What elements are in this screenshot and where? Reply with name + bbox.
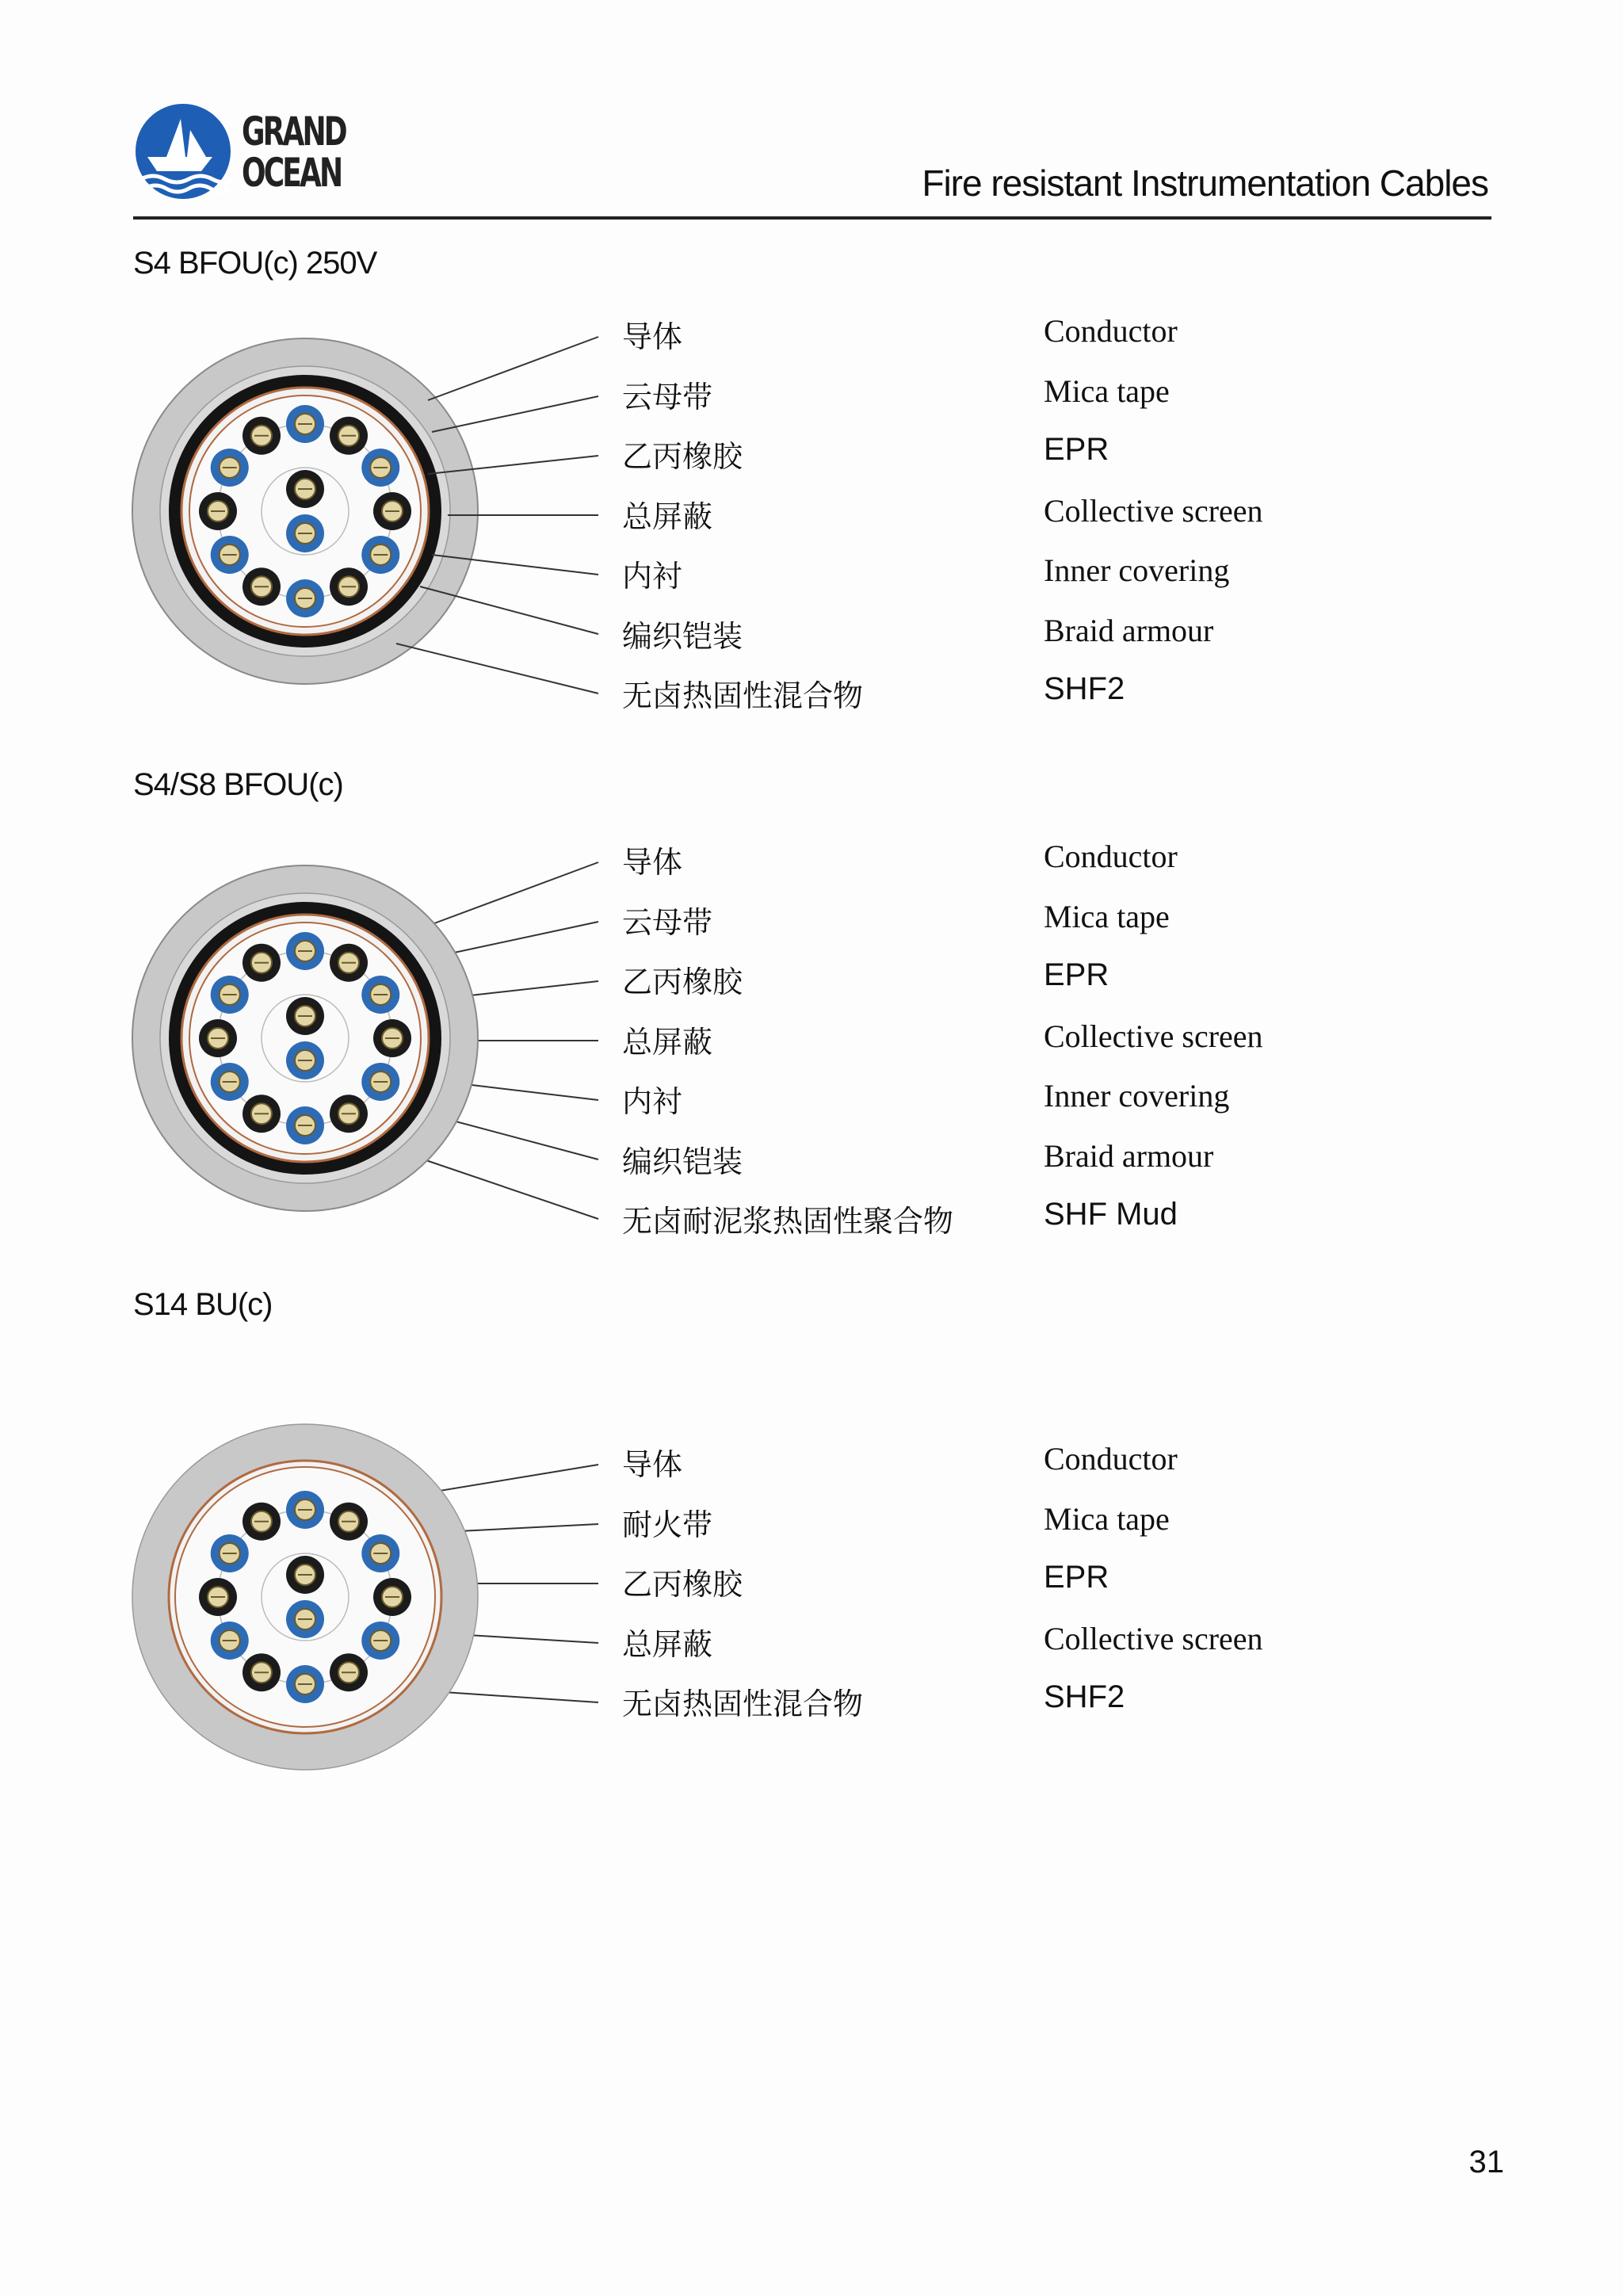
layer-cn: 云母带 [622,905,713,940]
conductor-core [330,417,368,455]
layer-cn: 无卤热固性混合物 [622,678,864,713]
conductor-core [361,1063,399,1101]
layer-row [622,1440,1494,1488]
conductor-core [286,1106,324,1144]
conductor-core [361,449,399,487]
layer-en: Inner covering [1044,552,1230,588]
layer-cn: 内衬 [622,1084,683,1119]
layer-en: Collective screen [1044,493,1263,529]
conductor-core [373,1019,411,1057]
conductor-core [330,1503,368,1541]
logo [133,101,233,201]
conductor-core [286,514,324,552]
conductor-core [211,1622,249,1660]
conductor-core [286,1665,324,1703]
conductor-core [242,567,281,606]
layer-en: Mica tape [1044,899,1170,934]
layer-en: EPR [1044,957,1109,992]
conductor-core [286,1041,324,1079]
layer-row [622,1077,1494,1125]
layer-cn: 乙丙橡胶 [622,1567,743,1602]
conductor-core [211,449,249,487]
layer-cn: 总屏蔽 [622,1025,713,1060]
layer-row [622,312,1494,360]
conductor-core [286,405,324,443]
layer-en: Mica tape [1044,373,1170,409]
layer-cn: 耐火带 [622,1507,713,1542]
conductor-core [361,1534,399,1572]
conductor-core [361,1622,399,1660]
layer-en: Mica tape [1044,1501,1170,1537]
layer-row [622,957,1494,1005]
layer-en: EPR [1044,1560,1109,1595]
layer-row [622,898,1494,946]
layer-cn: 编织铠装 [622,1144,743,1179]
layer-row [622,552,1494,599]
layer-cn: 乙丙橡胶 [622,439,743,474]
layer-row [622,1018,1494,1065]
conductor-core [242,1653,281,1691]
layer-en: Conductor [1044,839,1178,874]
layer-cn: 无卤热固性混合物 [622,1687,864,1721]
page-header-title: Fire resistant Instrumentation Cables [922,162,1488,204]
section-title-3: S14 BU(c) [133,1287,273,1322]
section-title-1: S4 BFOU(c) 250V [133,246,377,281]
conductor-core [286,997,324,1035]
conductor-core [242,417,281,455]
layer-cn: 编织铠装 [622,619,743,654]
section-title-2: S4/S8 BFOU(c) [133,767,343,802]
conductor-core [242,1503,281,1541]
layer-row [622,1137,1494,1185]
conductor-core [211,976,249,1014]
ship-logo-icon [133,101,233,201]
brand-line-1: GRAND [242,109,346,155]
page-number: 31 [1468,2145,1504,2179]
conductor-core [199,492,237,530]
layer-row [622,432,1494,479]
conductor-core [361,976,399,1014]
conductor-core [211,1063,249,1101]
brand-name [242,109,346,196]
layer-en: SHF2 [1044,671,1125,706]
conductor-core [330,944,368,982]
conductor-core [330,1653,368,1691]
conductor-core [286,579,324,617]
conductor-core [242,1095,281,1133]
cable-diagram-1 [127,333,483,690]
layer-cn: 总屏蔽 [622,499,713,534]
layer-cn: 内衬 [622,559,683,594]
conductor-core [199,1578,237,1616]
layer-en: SHF Mud [1044,1197,1178,1232]
header-divider [133,216,1491,220]
layer-row [622,1560,1494,1607]
conductor-core [373,1578,411,1616]
brand-line-2: OCEAN [242,150,342,196]
conductor-core [199,1019,237,1057]
layer-en: Conductor [1044,1441,1178,1477]
layer-en: Conductor [1044,313,1178,349]
layer-cn: 云母带 [622,380,713,415]
layer-en: Collective screen [1044,1018,1263,1054]
conductor-core [286,1491,324,1529]
layer-row [622,492,1494,540]
layer-row [622,1620,1494,1668]
conductor-core [361,536,399,574]
layer-en: Braid armour [1044,1138,1214,1174]
layer-cn: 导体 [622,1447,683,1482]
layer-en: Braid armour [1044,613,1214,648]
layer-row [622,1500,1494,1548]
layer-row [622,612,1494,659]
conductor-core [330,567,368,606]
cable-diagram-3 [127,1419,483,1775]
layer-cn: 导体 [622,319,683,354]
conductor-core [242,944,281,982]
conductor-core [286,470,324,508]
conductor-core [211,536,249,574]
layer-cn: 总屏蔽 [622,1627,713,1662]
layer-en: SHF2 [1044,1679,1125,1714]
conductor-core [286,1600,324,1638]
layer-row [622,372,1494,420]
layer-en: Inner covering [1044,1078,1230,1114]
layer-row [622,1679,1494,1727]
layer-cn: 乙丙橡胶 [622,965,743,999]
conductor-core [286,1556,324,1594]
layer-row [622,838,1494,885]
conductor-core [211,1534,249,1572]
conductor-core [330,1095,368,1133]
conductor-core [373,492,411,530]
layer-cn: 无卤耐泥浆热固性聚合物 [622,1204,954,1239]
layer-row [622,1197,1494,1244]
conductor-core [286,932,324,970]
layer-en: EPR [1044,432,1109,467]
layer-cn: 导体 [622,845,683,880]
cable-diagram-2 [127,860,483,1217]
layer-en: Collective screen [1044,1621,1263,1656]
layer-row [622,671,1494,719]
